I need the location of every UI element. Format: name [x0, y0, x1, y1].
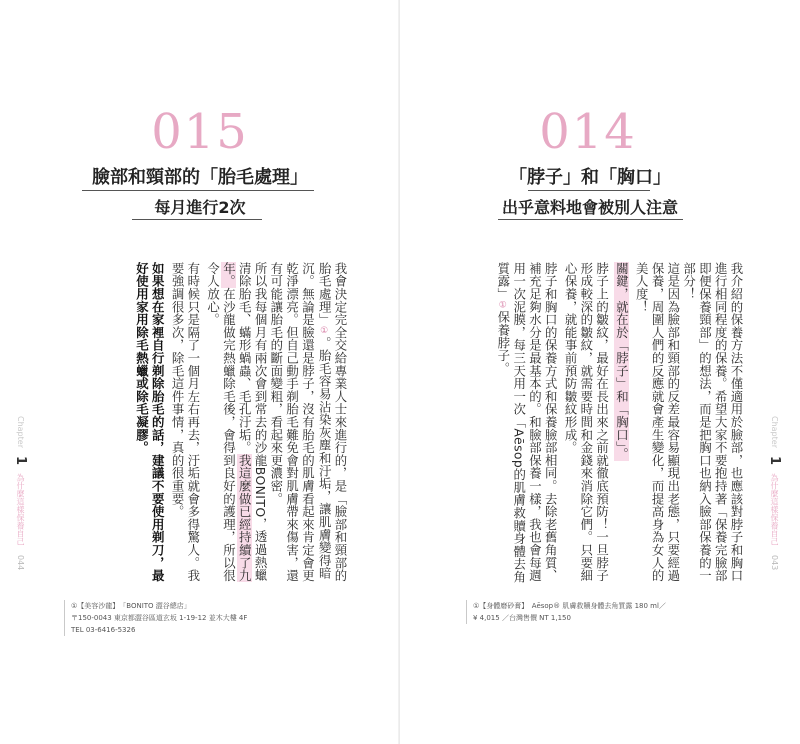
chapter-side-marker [767, 398, 784, 588]
chapter-label: Chapter [770, 416, 779, 449]
footnote-marker: ① [497, 300, 508, 311]
chapter-label: Chapter [16, 416, 25, 449]
body-paragraph: 我會決定完全交給專業人士來進行的，是「臉部和頸部的胎毛處理」①。胎毛容易沾染灰塵和汙垢，讓肌膚變得暗沉。無論是臉還是脖子，沒有胎毛的肌膚看起來肯定會更乾淨漂亮。但自己動手剃胎毛難免會對肌膚帶來傷害，還有可能讓胎毛的斷面變粗，看起來更濃密。 [268, 262, 348, 582]
chapter-theme: 為什麼這樣保養自己 [770, 473, 779, 546]
body-paragraph: 有時候只是隔了一個月左右再去，汙垢就會多得驚人。我要強調很多次，除毛這件事情，真的很重要。 [170, 262, 201, 582]
footnote [64, 600, 247, 636]
right-page [400, 0, 800, 744]
body-paragraph: 脖子和胸口的保養方式和保養臉部相同。去除老舊角質、補充足夠水分是最基本的。和臉部保養一樣，我也會每週用一次泥膜，每三天用一次「Aēsop的肌膚救贖身體去角質露」①保養脖子。 [495, 262, 559, 584]
title-rule [528, 190, 650, 191]
body-paragraph: 所以我每個月有兩次會到常去的沙龍BONITO，透過熱蠟清除胎毛、蟎形蝸蟲、毛孔汙垢。我這麼做已經持續了九年。在沙龍做完熱蠟除毛後，會得到良好的護理，所以很令人放心。 [205, 262, 269, 583]
footnote-line: ①【身體磨砂膏】 Aēsop® 肌膚救贖身體去角質露 180 ml／ [473, 602, 666, 610]
footnote-line: 〒150-0043 東京都澀谷區道玄坂 1-19-12 並木大樓 4F [71, 614, 248, 622]
section-title-line1: 臉部和頸部的「胎毛處理」 [92, 167, 308, 188]
body-paragraph-emphasis: 如果想在家裡自行剃除胎毛的話，建議不要使用剃刀，最好使用家用除毛熱蠟或除毛凝膠。 [134, 262, 166, 582]
footnote [466, 600, 666, 624]
section-title-line1: 「脖子」和「胸口」 [509, 167, 671, 188]
title-rule [82, 190, 314, 191]
chapter-number: 1 [13, 456, 28, 466]
section-number: 014 [539, 104, 637, 160]
chapter-theme: 為什麼這樣保養自己 [16, 473, 25, 546]
chapter-side-marker [13, 398, 30, 588]
body-paragraph [614, 262, 630, 584]
body-paragraph: 脖子上的皺紋，最好在長出來之前就徹底預防！一旦脖子形成較深的皺紋，就需要時間和金錢來消除它們。只要細心保養，就能事前預防皺紋形成。 [563, 262, 610, 582]
section-title-line2: 出乎意料地會被別人注意 [501, 198, 678, 217]
body-paragraph: 這是因為臉部和頸部的反差最容易顯現出老態，只要經過保養，周圍人們的反應就會產生變化，而提高身為女人的美人度！ [634, 262, 681, 582]
chapter-number: 1 [767, 456, 782, 466]
footnote-line: ¥ 4,015 ／台灣售價 NT 1,150 [473, 614, 571, 622]
footnote-marker: ① [319, 326, 330, 337]
highlighted-text: 關鍵，就在於「脖子」和「胸口」。 [614, 262, 630, 461]
highlighted-text: 我這麼做已經持續了九年。 [221, 262, 253, 582]
section-title-line2: 每月進行2次 [154, 198, 246, 217]
page-number: 043 [770, 554, 779, 570]
title-rule [132, 219, 262, 220]
title-rule [498, 219, 683, 220]
footnote-line: ①【美容沙龍】 「BONITO 澀谷總店」 [71, 602, 191, 610]
body-paragraph: 我介紹的保養方法不僅適用於臉部，也應該對脖子和胸口進行相同程度的保養。希望大家不要抱持著「保養完臉部即便保養頸部」的想法，而是把胸口也納入臉部保養的一部分！ [681, 262, 744, 582]
section-number: 015 [151, 104, 249, 160]
body-text [462, 262, 744, 584]
body-text [78, 262, 348, 584]
footnote-line: TEL 03-6416-5326 [71, 626, 136, 634]
page-number: 044 [16, 554, 25, 570]
